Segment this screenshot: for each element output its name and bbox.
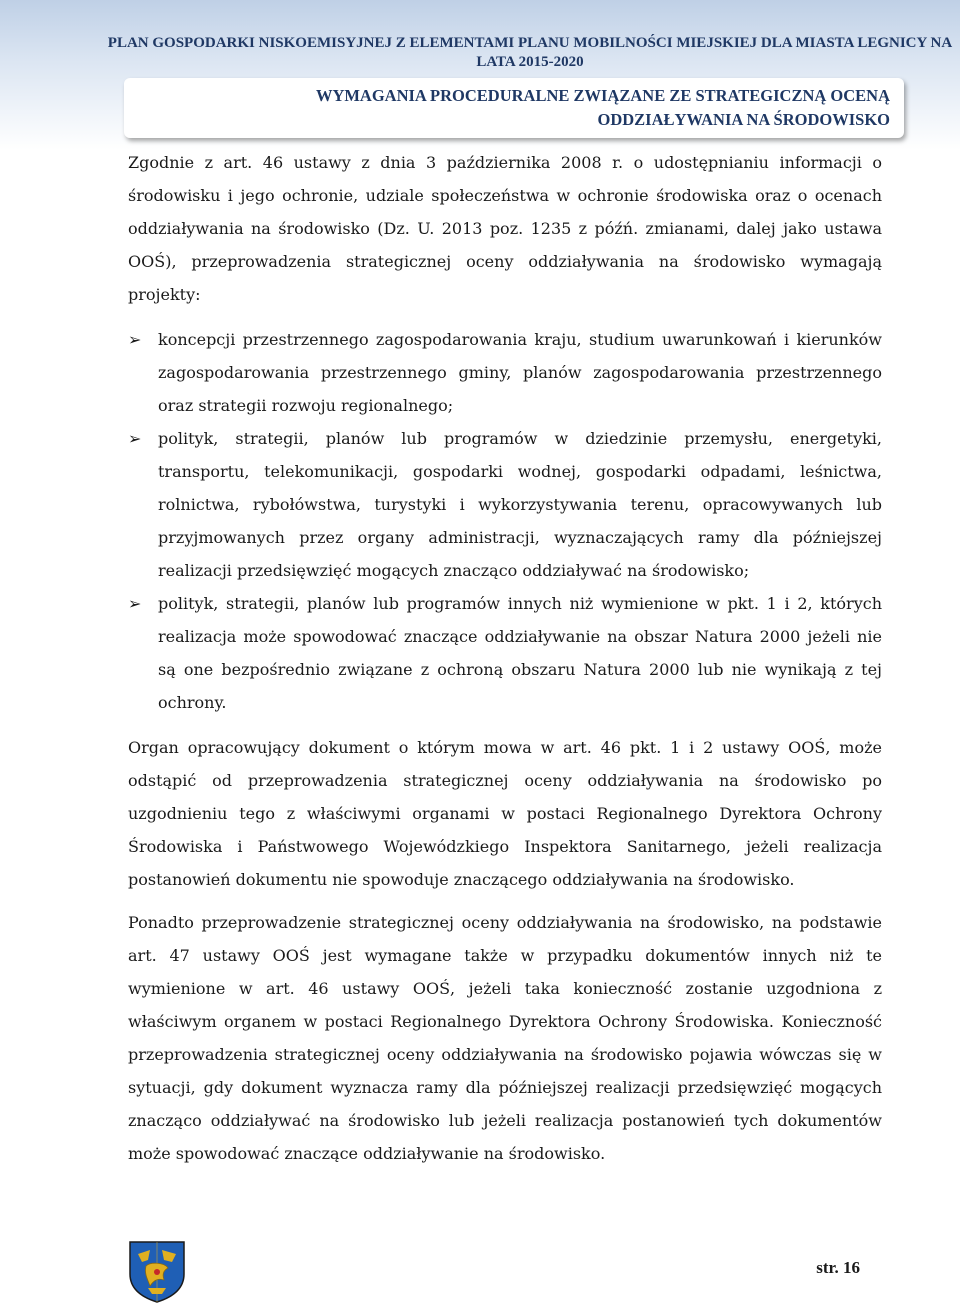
list-item [128,323,882,422]
list-item-text: polityk, strategii, planów lub programów innych niż wymienione w pkt. 1 i 2, których realizacja może spowodować znaczące oddziaływanie na obszar Natura 2000 jeżeli nie są one bezpośrednio związane z ochroną obszaru Natura 2000 lub nie wynikają z tej ochrony. [158,594,882,712]
page-number: str. 16 [816,1258,860,1277]
section-title-line2: ODDZIAŁYWANIA NA ŚRODOWISKO [597,110,890,129]
paragraph-exemption: Organ opracowujący dokument o którym mowa w art. 46 pkt. 1 i 2 ustawy OOŚ, może odstąpić od przeprowadzenia strategicznej oceny oddziaływania na środowisko po uzgodnieniu tego z właściwymi organami w postaci Regionalnego Dyrektora Ochrony Środowiska i Państwowego Wojewódzkiego Inspektora Sanitarnego, jeżeli realizacja postanowień dokumentu nie spowoduje znaczącego oddziaływania na środowisko. [128,738,882,889]
list-item [128,587,882,719]
arrow-bullet-icon: ➢ [128,330,142,349]
section-title-line1: WYMAGANIA PROCEDURALNE ZWIĄZANE ZE STRATEGICZNĄ OCENĄ [315,86,890,105]
arrow-bullet-icon: ➢ [128,594,142,613]
paragraph-additional: Ponadto przeprowadzenie strategicznej oceny oddziaływania na środowisko, na podstawie art. 47 ustawy OOŚ jest wymagane także w przypadku dokumentów innych niż te wymienione w art. 46 ustawy OOŚ, jeżeli taka konieczność zostanie uzgodniona z właściwym organem w postaci Regionalnego Dyrektora Ochrony Środowiska. Konieczność przeprowadzenia strategicznej oceny oddziaływania na środowisko pojawia wówczas się w sytuacji, gdy dokument wyznacza ramy dla późniejszej realizacji przedsięwzięć mogących znacząco oddziaływać na środowisko lub jeżeli realizacja postanowień tych dokumentów może spowodować znaczące oddziaływanie na środowisko. [128,913,882,1163]
section-title-box [124,78,904,138]
document-body [128,146,882,1170]
section-title [140,84,890,132]
arrow-bullet-icon: ➢ [128,429,142,448]
list-item [128,422,882,587]
running-title: PLAN GOSPODARKI NISKOEMISYJNEJ Z ELEMENTAMI PLANU MOBILNOŚCI MIEJSKIEJ DLA MIASTA LEGNICY NA LATA 2015-2020 [107,35,953,70]
list-item-text: polityk, strategii, planów lub programów w dziedzinie przemysłu, energetyki, transportu, telekomunikacji, gospodarki wodnej, gospodarki odpadami, leśnictwa, rolnictwa, rybołówstwa, turystyki i wykorzystywania terenu, opracowywanych lub przyjmowanych przez organy administracji, wyznaczających ramy dla późniejszej realizacji przedsięwzięć mogących znacząco oddziaływać na środowisko; [158,429,882,580]
requirements-list [128,323,882,719]
list-item-text: koncepcji przestrzennego zagospodarowania kraju, studium uwarunkowań i kierunków zagospodarowania przestrzennego gminy, planów zagospodarowania przestrzennego oraz strategii rozwoju regionalnego; [158,330,882,415]
legnica-coat-of-arms-icon [128,1240,186,1304]
paragraph-intro: Zgodnie z art. 46 ustawy z dnia 3 października 2008 r. o udostępnianiu informacji o środowisku i jego ochronie, udziale społeczeństwa w ochronie środowiska oraz o ocenach oddziaływania na środowisko (Dz. U. 2013 poz. 1235 z późń. zmianami, dalej jako ustawa OOŚ), przeprowadzenia strategicznej oceny oddziaływania na środowisko wymagają projekty: [128,153,882,304]
